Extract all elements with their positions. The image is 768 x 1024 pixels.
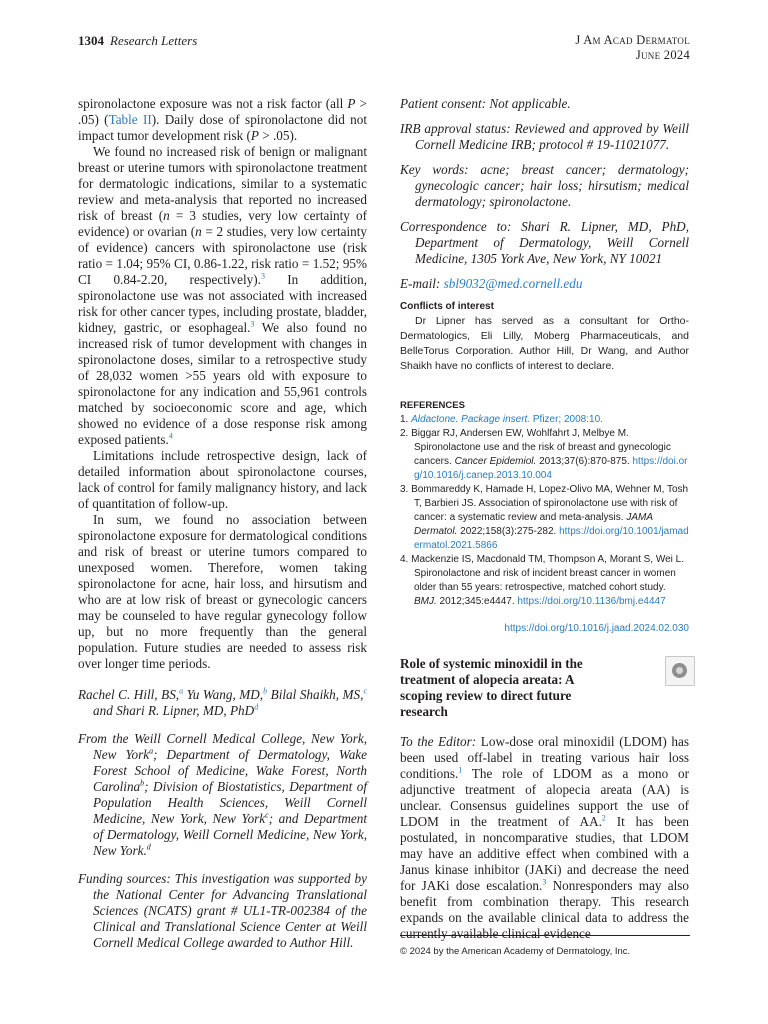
reference-item: 4. Mackenzie IS, Macdonald TM, Thompson A, Morant S, Wei L. Spironolactone and risk of incident breast cancer in women older than 55 years: retrospective, matched cohort study. BMJ. 2012;345:e4447. https://doi.org/10.1136/bmj.e4447 xyxy=(400,554,685,607)
reference-doi-link[interactable]: https://doi.org/10.1001/jamadermatol.2021.5866 xyxy=(414,526,689,551)
email-link[interactable]: sbl9032@med.cornell.edu xyxy=(443,276,583,291)
affiliations: From the Weill Cornell Medical College, New York, New York$^a$; Department of Dermatology, Wake Forest School of Medicine, Wake Forest, North Carolina$^b$; Division of Biostatistics, Department of Population Health Sciences, Weill Cornell Medicine, New York, New York$^c$; and Department of Dermatology, Weill Cornell Medicine, New York, New York.$^d$ xyxy=(78,731,367,858)
conflicts-text: Dr Lipner has served as a consultant for Ortho-Dermatologics, Eli Lilly, Moberg Pharmaceuticals, and BelleTorus Corporation. Author Hill, Dr Wang, and Author Shaikh have no conflicts of interest to declare. xyxy=(400,315,689,372)
funding-sources: Funding sources: This investigation was supported by the National Center for Advancing Translational Sciences (NCATS) grant # UL1-TR-002384 of the Clinical and Translational Science Center at Weill Cornell Medical College awarded to Author Hill. xyxy=(78,871,367,950)
check-for-updates-button[interactable] xyxy=(665,656,695,686)
article-doi-link[interactable]: https://doi.org/10.1016/j.jaad.2024.02.030 xyxy=(504,623,689,634)
references-heading: REFERENCES xyxy=(400,400,465,411)
citation-3b[interactable]: 3 xyxy=(250,319,255,329)
correspondence: Correspondence to: Shari R. Lipner, MD, PhD, Department of Dermatology, Weill Cornell Medicine, 1305 York Ave, New York, NY 10021 xyxy=(400,219,689,266)
email-line: E-mail: sbl9032@med.cornell.edu xyxy=(400,276,583,291)
page-number: 1304 xyxy=(78,33,104,48)
footer-rule xyxy=(400,935,690,936)
right-column xyxy=(400,96,689,942)
running-header-left xyxy=(78,33,197,49)
left-column xyxy=(78,96,367,951)
conflicts-heading: Conflicts of interest xyxy=(400,301,494,312)
new-article xyxy=(400,656,689,942)
article-intro: To the Editor: Low-dose oral minoxidil (LDOM) has been used off-label in treating various hair loss conditions.$^1$ The role of LDOM as a mono or adjunctive treatment of alopecia areata (AA) is unclear. Consensus guidelines support the use of LDOM in the treatment of AA.$^2$ It has been postulated, in noncomparative studies, that LDOM may have an additive effect when combined with a Janus kinase inhibitor (JAKi) and decrease the need for JAKi dose escalation.$^3$ Nonresponders may also benefit from combination therapy. This research expands on the available clinical data to address the currently available clinical evidence xyxy=(400,734,690,941)
paragraph-conclusion: In sum, we found no association between spironolactone exposure for dermatological conditions and risk of breast or uterine tumors compared to unexposed women. Therefore, women taking spironolactone for acne, hair loss, and hirsutism and who are at low risk of breast or gynecologic cancers may be counseled to have regular gynecology follow up, but no more frequently than the general population. Future studies are needed to assess risk over longer time periods. xyxy=(78,512,367,671)
running-header-right xyxy=(575,33,690,63)
reference-item: 1. Aldactone. Package insert. Pfizer; 2008:10. xyxy=(400,414,603,425)
table-ii-link[interactable]: Table II xyxy=(108,112,152,127)
patient-consent: Patient consent: Not applicable. xyxy=(400,96,571,111)
citation-4[interactable]: 4 xyxy=(168,431,173,441)
reference-list xyxy=(400,413,689,609)
paragraph-results-end: spironolactone exposure was not a risk factor (all P > .05) (Table II). Daily dose of spironolactone did not impact tumor development risk (P > .05). xyxy=(78,96,367,143)
author-list: Rachel C. Hill, BS,$^a$ Yu Wang, MD,$^b$ Bilal Shaikh, MS,$^c$ and Shari R. Lipner, MD, PhD$^d$ xyxy=(78,686,367,718)
reference-link[interactable]: Aldactone. Package insert. xyxy=(411,414,531,425)
key-words: Key words: acne; breast cancer; dermatology; gynecologic cancer; hair loss; hirsutism; medical dermatology; spironolactone. xyxy=(400,162,689,209)
body-text-left xyxy=(78,96,367,672)
paragraph-limitations: Limitations include retrospective design, lack of detailed information about spironolactone courses, lack of control for family malignancy history, and lack of quantitation of follow-up. xyxy=(78,448,367,511)
reference-item: 3. Bommareddy K, Hamade H, Lopez-Olivo MA, Wehner M, Tosh T, Barbieri JS. Association of spironolactone use with risk of cancer: a systematic review and meta-analysis. JAMA Dermatol. 2022;158(3):275-282. https://doi.org/10.1001/jamadermatol.2021.5866 xyxy=(400,484,689,551)
reference-item: 2. Biggar RJ, Andersen EW, Wohlfahrt J, Melbye M. Spironolactone use and the risk of breast and gynecologic cancers. Cancer Epidemiol. 2013;37(6):870-875. https://doi.org/10.1016/j.canep.2013.10.004 xyxy=(400,428,688,481)
article-title: Role of systemic minoxidil in the treatment of alopecia areata: A scoping review to direct future research xyxy=(400,656,583,719)
crossmark-icon xyxy=(672,663,687,678)
citation-3[interactable]: 3 xyxy=(260,271,265,281)
issue-date: June 2024 xyxy=(635,48,690,62)
irb-approval: IRB approval status: Reviewed and approved by Weill Cornell Medicine IRB; protocol # 19-11021077. xyxy=(400,121,689,152)
copyright-footer: © 2024 by the American Academy of Dermatology, Inc. xyxy=(400,946,631,957)
reference-doi-link[interactable]: https://doi.org/10.1136/bmj.e4447 xyxy=(517,596,666,607)
paragraph-discussion: We found no increased risk of benign or malignant breast or uterine tumors with spironolactone treatment for dermatologic indications, similar to a systematic review and meta-analysis that reported no increased risk of breast (n = 3 studies, very low certainty of evidence) or ovarian (n = 2 studies, very low certainty of evidence) cancers with spironolactone use (risk ratio = 1.04; 95% CI, 0.86-1.22, risk ratio = 1.52; 95% CI 0.84-2.20, respectively).$^3$ In addition, spironolactone use was not associated with increased risk for other cancer types, including prostate, bladder, kidney, gastric, or esophageal.$^3$ We also found no increased risk of tumor development with changes in spironolactone doses, similar to a retrospective study of 28,032 women >55 years old with exposure to spironolactone for any indication and 55,961 controls matched by socioeconomic score and age, which showed no evidence of a dose response risk among exposed patients.$^4$ xyxy=(78,144,368,447)
reference-doi-link[interactable]: https://doi.org/10.1016/j.canep.2013.10.004 xyxy=(414,456,688,481)
journal-name: J Am Acad Dermatol xyxy=(575,33,690,47)
section-name: Research Letters xyxy=(110,33,198,48)
